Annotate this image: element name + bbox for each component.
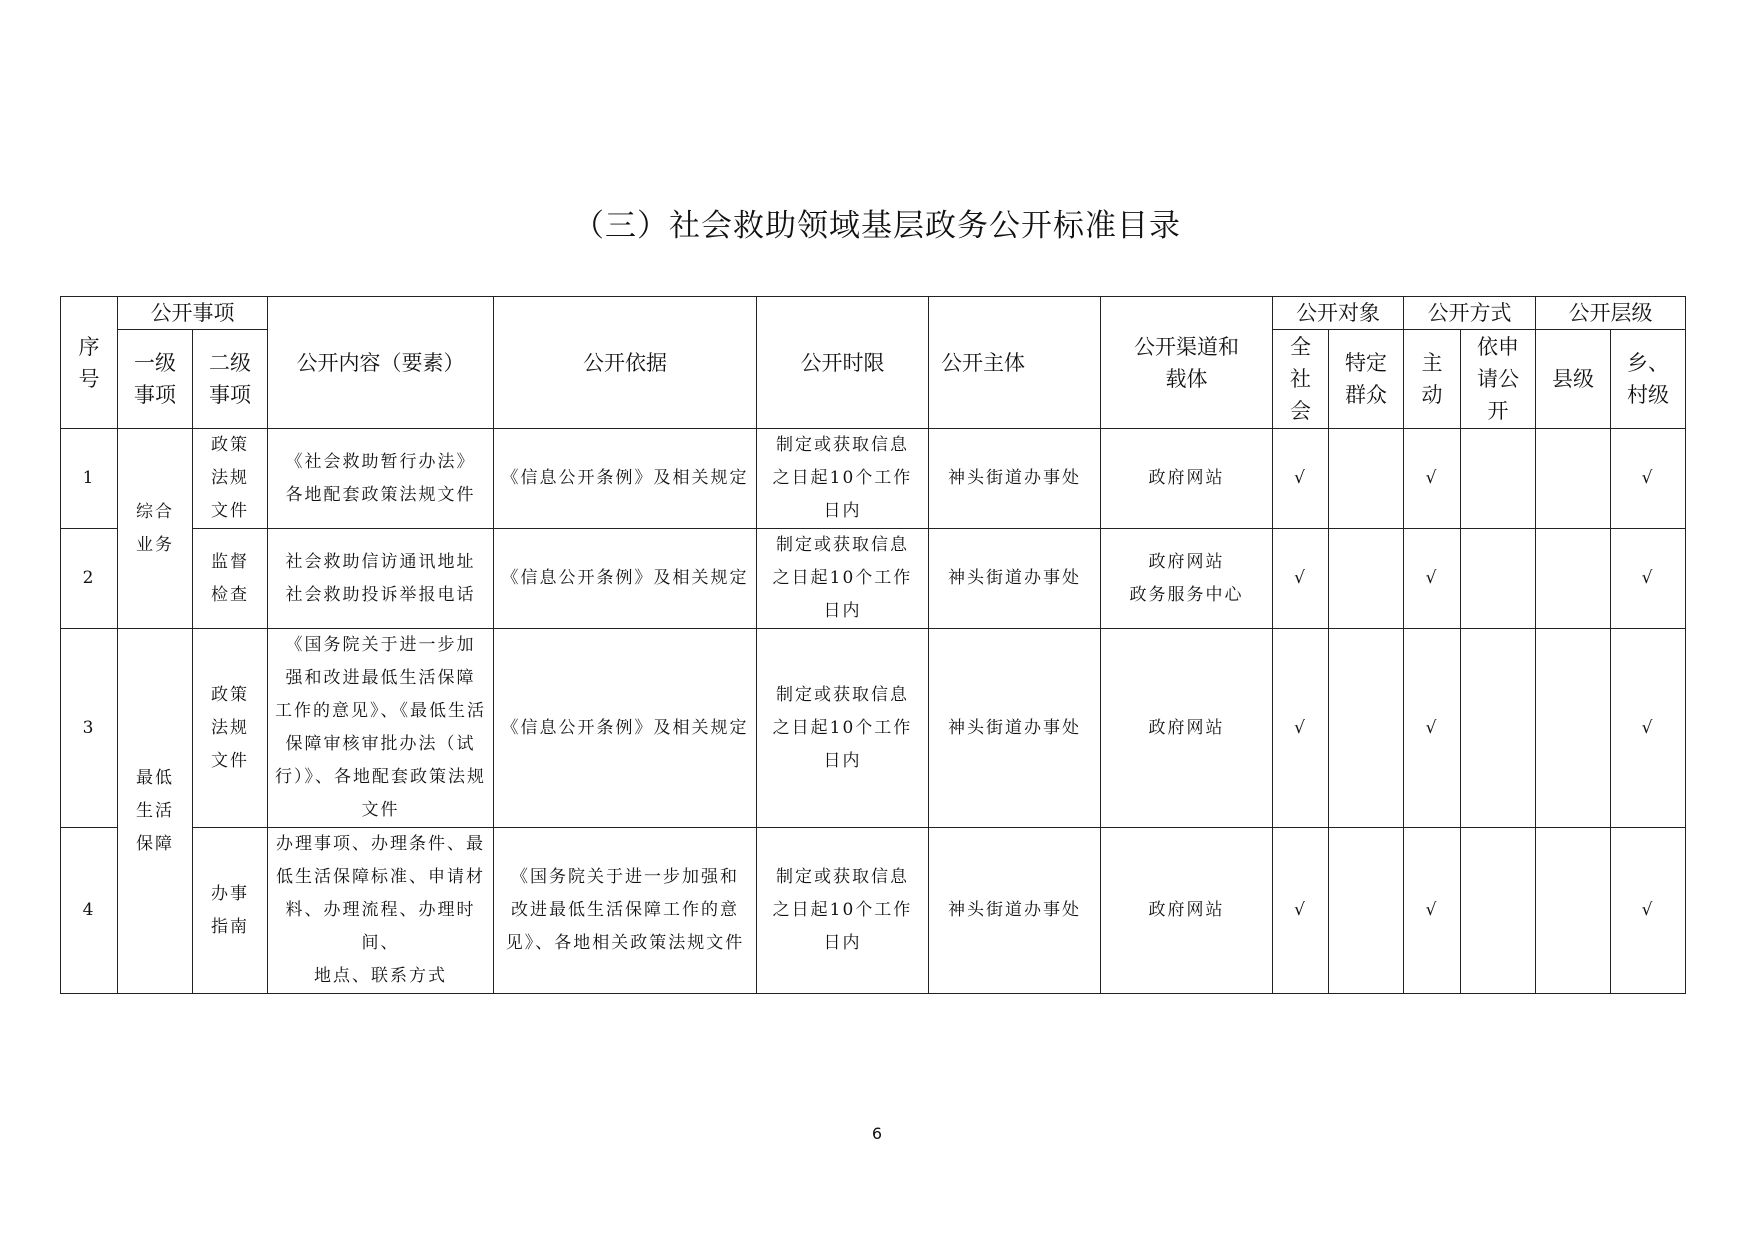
- check-tier-county: [1536, 629, 1611, 828]
- header-subject: 公开主体: [929, 297, 1101, 429]
- row-channel: 政府网站: [1101, 629, 1273, 828]
- header-channel: 公开渠道和 载体: [1101, 297, 1273, 429]
- check-target-all: √: [1273, 529, 1329, 629]
- row-deadline: 制定或获取信息 之日起10个工作 日内: [757, 529, 929, 629]
- row-deadline: 制定或获取信息 之日起10个工作 日内: [757, 828, 929, 994]
- row-seq: 1: [61, 429, 118, 529]
- row-deadline: 制定或获取信息 之日起10个工作 日内: [757, 629, 929, 828]
- row-subject: 神头街道办事处: [929, 429, 1101, 529]
- check-method-active: √: [1404, 828, 1461, 994]
- check-tier-town: √: [1611, 429, 1686, 529]
- row-sub-item: 监督 检查: [193, 529, 268, 629]
- check-target-all: √: [1273, 828, 1329, 994]
- row-seq: 4: [61, 828, 118, 994]
- row-channel: 政府网站 政务服务中心: [1101, 529, 1273, 629]
- header-tier-county: 县级: [1536, 330, 1611, 429]
- row-basis: 《信息公开条例》及相关规定: [494, 529, 757, 629]
- table-row: [61, 429, 1686, 529]
- group-name: 综合 业务: [118, 429, 193, 629]
- check-tier-town: √: [1611, 629, 1686, 828]
- check-tier-town: √: [1611, 828, 1686, 994]
- catalog-table: [60, 296, 1686, 994]
- check-method-active: √: [1404, 629, 1461, 828]
- header-matter: 公开事项: [118, 297, 268, 330]
- row-subject: 神头街道办事处: [929, 529, 1101, 629]
- check-method-request: [1461, 529, 1536, 629]
- check-method-request: [1461, 429, 1536, 529]
- header-level1: 一级 事项: [118, 330, 193, 429]
- check-tier-county: [1536, 529, 1611, 629]
- row-subject: 神头街道办事处: [929, 629, 1101, 828]
- row-channel: 政府网站: [1101, 429, 1273, 529]
- row-sub-item: 政策 法规 文件: [193, 429, 268, 529]
- row-basis: 《国务院关于进一步加强和 改进最低生活保障工作的意 见》、各地相关政策法规文件: [494, 828, 757, 994]
- header-target: 公开对象: [1273, 297, 1404, 330]
- row-deadline: 制定或获取信息 之日起10个工作 日内: [757, 429, 929, 529]
- check-method-request: [1461, 828, 1536, 994]
- header-tier-town: 乡、 村级: [1611, 330, 1686, 429]
- header-seq: 序 号: [61, 297, 118, 429]
- header-content: 公开内容（要素）: [268, 297, 494, 429]
- check-method-active: √: [1404, 529, 1461, 629]
- row-basis: 《信息公开条例》及相关规定: [494, 429, 757, 529]
- row-basis: 《信息公开条例》及相关规定: [494, 629, 757, 828]
- check-tier-county: [1536, 828, 1611, 994]
- check-method-active: √: [1404, 429, 1461, 529]
- check-tier-county: [1536, 429, 1611, 529]
- check-target-specific: [1329, 828, 1404, 994]
- header-level2: 二级 事项: [193, 330, 268, 429]
- check-tier-town: √: [1611, 529, 1686, 629]
- table-row: [61, 828, 1686, 994]
- check-target-all: √: [1273, 629, 1329, 828]
- row-sub-item: 办事 指南: [193, 828, 268, 994]
- table-row: [61, 529, 1686, 629]
- header-target-all: 全 社 会: [1273, 330, 1329, 429]
- page-title: （三）社会救助领域基层政务公开标准目录: [573, 208, 1181, 244]
- row-subject: 神头街道办事处: [929, 828, 1101, 994]
- check-target-all: √: [1273, 429, 1329, 529]
- header-method-request: 依申 请公 开: [1461, 330, 1536, 429]
- row-content: 社会救助信访通讯地址 社会救助投诉举报电话: [268, 529, 494, 629]
- header-deadline: 公开时限: [757, 297, 929, 429]
- row-content: 办理事项、办理条件、最 低生活保障标准、申请材 料、办理流程、办理时间、 地点、联系方式: [268, 828, 494, 994]
- check-target-specific: [1329, 429, 1404, 529]
- row-content: 《国务院关于进一步加 强和改进最低生活保障 工作的意见》、《最低生活 保障审核审批办法（试 行）》、各地配套政策法规 文件: [268, 629, 494, 828]
- header-basis: 公开依据: [494, 297, 757, 429]
- check-target-specific: [1329, 529, 1404, 629]
- row-seq: 3: [61, 629, 118, 828]
- check-target-specific: [1329, 629, 1404, 828]
- page-number: 6: [871, 1124, 883, 1143]
- group-name: 最低 生活 保障: [118, 629, 193, 994]
- header-method: 公开方式: [1404, 297, 1536, 330]
- header-target-specific: 特定 群众: [1329, 330, 1404, 429]
- row-seq: 2: [61, 529, 118, 629]
- row-sub-item: 政策 法规 文件: [193, 629, 268, 828]
- row-content: 《社会救助暂行办法》 各地配套政策法规文件: [268, 429, 494, 529]
- row-channel: 政府网站: [1101, 828, 1273, 994]
- table-row: [61, 629, 1686, 828]
- header-tier: 公开层级: [1536, 297, 1686, 330]
- header-method-active: 主 动: [1404, 330, 1461, 429]
- check-method-request: [1461, 629, 1536, 828]
